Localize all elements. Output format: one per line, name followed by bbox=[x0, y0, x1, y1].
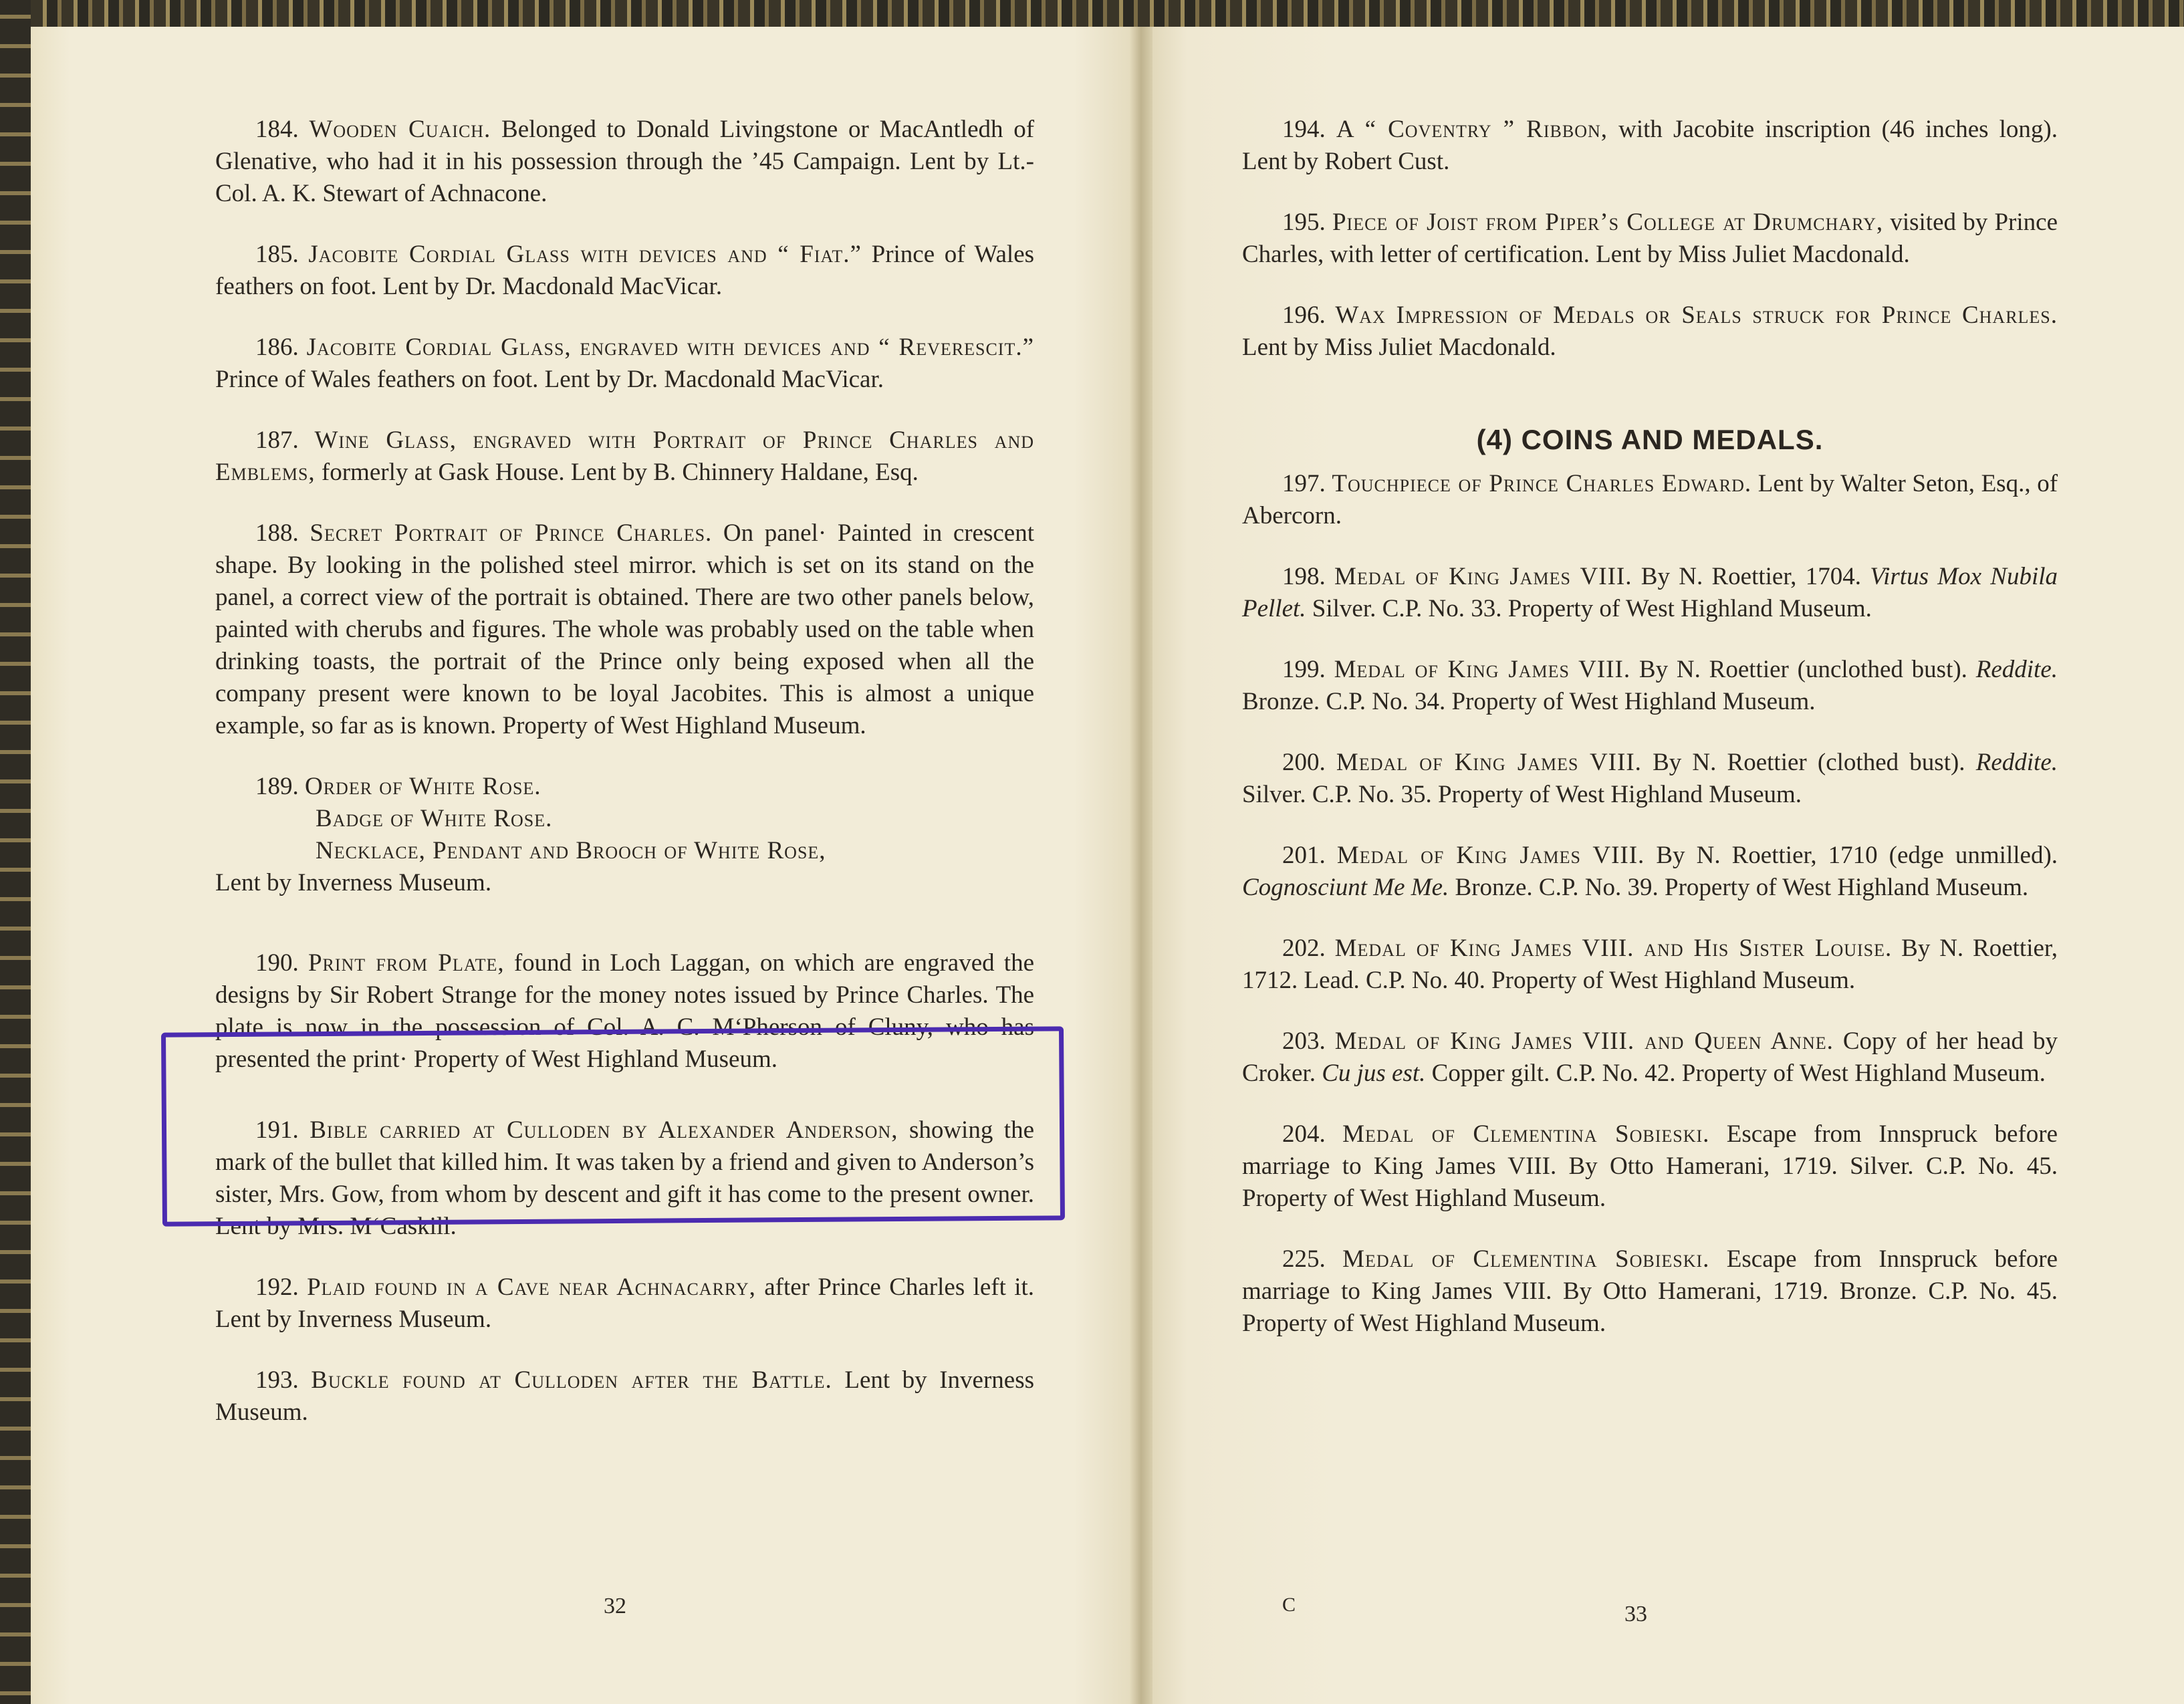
entry-188: 188. Secret Portrait of Prince Charles. On panel· Painted in crescent shape. By looking in the polished steel mirror. which is set on its stand on the panel, a correct view of the portrait is obtained. There are two other panels below, painted with cherubs and figures. The whole was probably used on the table when drinking toasts, the portrait of the Prince only being exposed when all the company present were known to be loyal Jacobites. This is almost a unique example, so far as is known. Property of West Highland Museum. bbox=[215, 519, 1035, 739]
page-number-left: 32 bbox=[604, 1594, 626, 1618]
entry-186: 186. Jacobite Cordial Glass, engraved with devices and “ Reverescit.” Prince of Wales feathers on foot. Lent by Dr. Macdonald MacVicar. bbox=[215, 334, 1034, 393]
left-page-text bbox=[215, 114, 1034, 1457]
book-gutter bbox=[1130, 27, 1152, 1704]
entry-195: 195. Piece of Joist from Piper’s College at Drumchary, visited by Prince Charles, with letter of certification. Lent by Miss Juliet Macdonald. bbox=[1242, 209, 2058, 268]
entry-198: 198. Medal of King James VIII. By N. Roettier, 1704. Virtus Mox Nubila Pellet. Silver. C.P. No. 33. Property of West Highland Museum. bbox=[1242, 563, 2058, 622]
signature-mark: C bbox=[1282, 1594, 1296, 1616]
entry-189-necklace: Necklace, Pendant and Brooch of White Rose, bbox=[316, 837, 826, 864]
entry-184: 184. Wooden Cuaich. Belonged to Donald Livingstone or MacAntledh of Glenative, who had it in his possession through the ’45 Campaign. Lent by Lt.-Col. A. K. Stewart of Achnacone. bbox=[215, 116, 1035, 207]
entry-193: 193. Buckle found at Culloden after the Battle. Lent by Inverness Museum. bbox=[215, 1366, 1034, 1426]
entry-202: 202. Medal of King James VIII. and His Sister Louise. By N. Roettier, 1712. Lead. C.P. No. 40. Property of West Highland Museum. bbox=[1242, 935, 2058, 994]
entry-189-badge: Badge of White Rose. bbox=[316, 805, 553, 832]
entry-191: 191. Bible carried at Culloden by Alexander Anderson, showing the mark of the bullet that killed him. It was taken by a friend and given to Anderson’s sister, Mrs. Gow, from whom by descent and gift it has come to the present owner. Lent by Mrs. M‘Caskill. bbox=[215, 1116, 1035, 1240]
section-heading-coins-medals: (4) COINS AND MEDALS. bbox=[1476, 424, 1824, 455]
entry-189-lender: Lent by Inverness Museum. bbox=[215, 869, 492, 896]
entry-192: 192. Plaid found in a Cave near Achnacarry, after Prince Charles left it. Lent by Inverness Museum. bbox=[215, 1273, 1035, 1333]
entry-201: 201. Medal of King James VIII. By N. Roettier, 1710 (edge unmilled). Cognosciunt Me Me. Bronze. C.P. No. 39. Property of West Highland Museum. bbox=[1242, 842, 2058, 901]
entry-190: 190. Print from Plate, found in Loch Laggan, on which are engraved the designs by Sir Robert Strange for the money notes issued by Prince Charles. The plate is now in the possession of Col. A. C. M‘Pherson of Cluny, who has presented the print· Property of West Highland Museum. bbox=[215, 949, 1035, 1073]
entry-194: 194. A “ Coventry ” Ribbon, with Jacobite inscription (46 inches long). Lent by Robert Cust. bbox=[1242, 116, 2058, 175]
entry-225: 225. Medal of Clementina Sobieski. Escape from Innspruck before marriage to King James VIII. By Otto Hamerani, 1719. Bronze. C.P. No. 45. Property of West Highland Museum. bbox=[1242, 1245, 2058, 1337]
entry-203: 203. Medal of King James VIII. and Queen Anne. Copy of her head by Croker. Cu jus est. Copper gilt. C.P. No. 42. Property of West Highland Museum. bbox=[1242, 1027, 2058, 1087]
page-number-right: 33 bbox=[1624, 1602, 1647, 1626]
entry-197: 197. Touchpiece of Prince Charles Edward. Lent by Walter Seton, Esq., of Abercorn. bbox=[1242, 470, 2058, 529]
entry-185: 185. Jacobite Cordial Glass with devices and “ Fiat.” Prince of Wales feathers on foot. Lent by Dr. Macdonald MacVicar. bbox=[215, 241, 1035, 300]
entry-187: 187. Wine Glass, engraved with Portrait of Prince Charles and Emblems, formerly at Gask House. Lent by B. Chinnery Haldane, Esq. bbox=[215, 427, 1035, 486]
book-cover-left-edge bbox=[0, 0, 31, 1704]
entry-189: 189. Order of White Rose. Badge of White Rose. Necklace, Pendant and Brooch of White Rose, Lent by Inverness Museum. bbox=[215, 771, 1034, 899]
entry-204: 204. Medal of Clementina Sobieski. Escape from Innspruck before marriage to King James VIII. By Otto Hamerani, 1719. Silver. C.P. No. 45. Property of West Highland Museum. bbox=[1242, 1120, 2058, 1212]
right-page-text bbox=[1242, 114, 2058, 1368]
entry-200: 200. Medal of King James VIII. By N. Roettier (clothed bust). Reddite. Silver. C.P. No. 35. Property of West Highland Museum. bbox=[1242, 749, 2058, 808]
handdrawn-highlight-box bbox=[161, 1026, 1065, 1226]
entry-196: 196. Wax Impression of Medals or Seals struck for Prince Charles. Lent by Miss Juliet Macdonald. bbox=[1242, 301, 2058, 361]
entry-199: 199. Medal of King James VIII. By N. Roettier (unclothed bust). Reddite. Bronze. C.P. No. 34. Property of West Highland Museum. bbox=[1242, 656, 2058, 715]
